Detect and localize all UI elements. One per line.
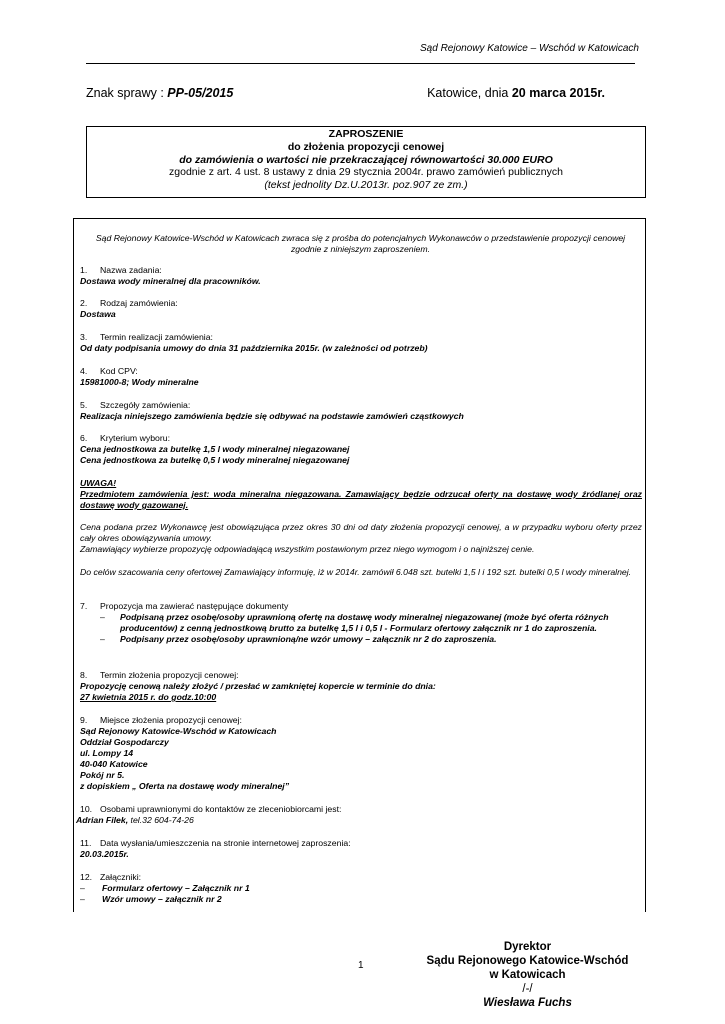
section-label: Termin realizacji zamówienia: [100,332,213,342]
section-8 [80,670,642,703]
doc-title: ZAPROSZENIE [328,128,404,140]
intro-text: Sąd Rejonowy Katowice-Wschód w Katowicach zwraca się z prośba do potencjalnych Wykonawców o przedstawienie propozycji cenowej zgodnie z niniejszym zaproszeniem. [95,233,626,254]
dash-bullet: – [100,634,105,644]
address-line: Sąd Rejonowy Katowice-Wschód w Katowicach [80,726,277,736]
section-number: 7. [80,601,88,611]
required-document-1: Podpisaną przez osobę/osoby uprawnioną ofertę na dostawę wody mineralnej niegazowanej (może być oferta różnych producentów) z cenną jednostkową brutto za butelkę 1,5 l i 0,5 l - Formularz ofertowy załącznik nr 1 do zaproszenia. [120,612,609,633]
notice-title: UWAGA! [80,478,117,488]
section-label: Osobami uprawnionymi do kontaktów ze zleceniobiorcami jest: [100,804,342,814]
order-details: Realizacja niniejszego zamówienia będzie się odbywać na podstawie zamówień cząstkowych [80,411,464,421]
legal-source: (tekst jednolity Dz.U.2013r. poz.907 ze zm.) [264,179,468,192]
validity-paragraph [80,522,642,555]
contact-name: Adrian Filek, [76,815,129,825]
court-header: Sąd Rejonowy Katowice – Wschód w Katowicach [420,43,639,54]
section-12 [80,872,642,905]
case-number: PP-05/2015 [167,86,234,100]
signature-institution: Sądu Rejonowego Katowice-Wschód [426,955,629,967]
estimate-paragraph: Do celów szacowania ceny ofertowej Zamawiający informuję, iż w 2014r. zamówił 6.048 szt. butelki 1,5 l i 192 szt. butelki 0,5 l wody mineralnej. [80,567,632,577]
section-number: 10. [80,804,93,814]
validity-text: Cena podana przez Wykonawcę jest obowiązująca przez okres 30 dni od daty złożenia propozycji cenowej, a w przypadku wyboru oferty przez cały okres obowiązywania umowy. [80,522,642,543]
section-10 [76,804,642,826]
delivery-term: Od daty podpisania umowy do dnia 31 października 2015r. (w zależności od potrzeb) [80,343,428,353]
section-number: 9. [80,715,88,725]
submission-deadline: 27 kwietnia 2015 r. do godz.10:00 [80,692,217,702]
order-type: Dostawa [80,309,116,319]
case-label: Znak sprawy : [86,86,168,100]
address-line: z dopiskiem „ Oferta na dostawę wody mineralnej” [80,781,290,791]
criterion-1: Cena jednostkowa za butelkę 1,5 l wody mineralnej niegazowanej [80,444,350,454]
task-name: Dostawa wody mineralnej dla pracowników. [80,276,261,286]
section-label: Kod CPV: [100,366,138,376]
list-item [80,883,642,894]
section-4 [80,366,642,388]
section-label: Rodzaj zamówienia: [100,298,178,308]
selection-text: Zamawiający wybierze propozycję odpowiadającą wszystkim postawionym przez niego wymogom i o najniższej cenie. [80,544,535,554]
attachment-1: Formularz ofertowy – Załącznik nr 1 [102,883,250,893]
contact-phone: tel.32 604-74-26 [128,815,194,825]
section-11 [80,838,642,860]
signature-block [415,940,640,1010]
section-number: 8. [80,670,88,680]
section-number: 12. [80,872,93,882]
attachment-2: Wzór umowy – załącznik nr 2 [102,894,222,904]
list-item [80,634,642,645]
place-date-prefix: Katowice, dnia [427,86,512,100]
dash-bullet: – [100,612,105,622]
signature-city: w Katowicach [489,969,566,981]
section-9 [80,715,642,792]
notice-text: Przedmiotem zamówienia jest: woda mineralna niegazowana. Zamawiający będzie odrzucał oferty na dostawę wody źródlanej oraz dostawę wody gazowanej. [80,489,642,510]
list-item [80,894,642,905]
list-item [80,612,642,634]
address-line: Oddział Gospodarczy [80,737,169,747]
section-5 [80,400,642,422]
signature-mark: /-/ [522,983,533,995]
value-threshold: do zamówienia o wartości nie przekraczającej równowartości 30.000 EURO [179,153,553,166]
section-number: 4. [80,366,88,376]
section-label: Nazwa zadania: [100,265,162,275]
signatory-name: Wiesława Fuchs [483,997,572,1009]
publication-date: 20.03.2015r. [80,849,129,859]
section-label: Propozycja ma zawierać następujące dokumenty [100,601,289,611]
section-label: Szczegóły zamówienia: [100,400,191,410]
doc-subtitle: do złożenia propozycji cenowej [287,140,445,153]
section-2 [80,298,642,320]
submission-instruction: Propozycję cenową należy złożyć / przesłać w zamkniętej kopercie w terminie do dnia: [80,681,436,691]
section-3 [80,332,642,354]
dash-bullet: – [80,894,85,904]
required-document-2: Podpisany przez osobę/osoby uprawnioną/ne wzór umowy – załącznik nr 2 do zaproszenia. [120,634,497,644]
section-number: 1. [80,265,88,275]
section-number: 11. [80,838,92,848]
title-box [86,126,646,198]
section-7 [80,601,642,645]
section-1 [80,265,642,287]
section-number: 3. [80,332,88,342]
page-number: 1 [358,960,364,971]
dash-bullet: – [80,883,85,893]
address-line: ul. Lompy 14 [80,748,134,758]
section-label: Data wysłania/umieszczenia na stronie internetowej zaproszenia: [100,838,351,848]
content-box [73,218,646,912]
section-number: 6. [80,433,88,443]
document-date: 20 marca 2015r. [511,86,605,100]
section-label: Załączniki: [100,872,142,882]
cpv-code: 15981000-8; Wody mineralne [80,377,199,387]
header-rule [86,63,635,64]
section-label: Termin złożenia propozycji cenowej: [100,670,239,680]
section-label: Miejsce złożenia propozycji cenowej: [100,715,242,725]
address-line: 40-040 Katowice [80,759,148,769]
section-number: 5. [80,400,88,410]
criterion-2: Cena jednostkowa za butelkę 0,5 l wody mineralnej niegazowanej [80,455,350,465]
address-line: Pokój nr 5. [80,770,125,780]
section-label: Kryterium wyboru: [100,433,171,443]
signature-title: Dyrektor [503,941,552,953]
place-date [427,86,605,100]
legal-basis: zgodnie z art. 4 ust. 8 ustawy z dnia 29 stycznia 2004r. prawo zamówień publicznych [169,166,563,179]
case-reference [86,86,233,100]
section-6 [80,433,642,466]
notice-block [80,478,642,511]
section-number: 2. [80,298,88,308]
